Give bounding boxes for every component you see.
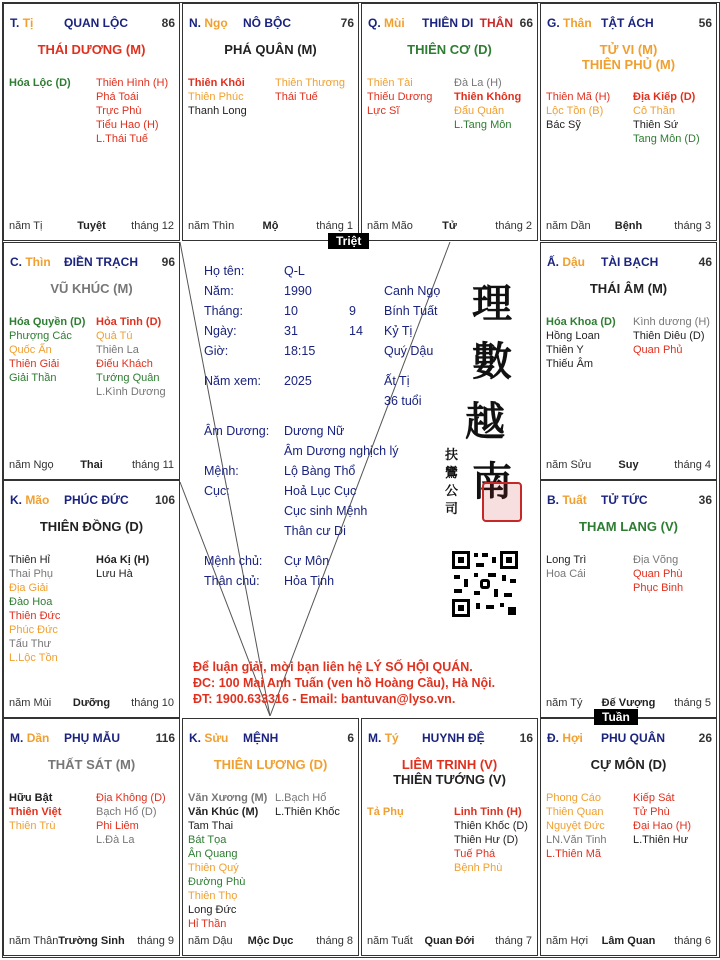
- than-position: Thân cư Di: [284, 524, 346, 538]
- minor-star: Bác Sỹ: [546, 119, 581, 131]
- palace-cell-suu[interactable]: [182, 718, 359, 956]
- palace-year: năm Ngọ: [9, 459, 54, 471]
- stars-left: [188, 76, 247, 118]
- palace-branch: Ngọ: [204, 16, 228, 30]
- major-star: CỰ MÔN (D): [590, 757, 667, 772]
- palace-footer: [367, 220, 532, 234]
- hour-label: Giờ:: [204, 344, 229, 358]
- minor-star: Thiên Khôi: [188, 77, 245, 89]
- day-canchi: Kỷ Tị: [384, 324, 413, 338]
- minor-star: Kiếp Sát: [633, 792, 675, 804]
- minor-star: L.Kình Dương: [96, 386, 166, 398]
- am-duong-note: Âm Dương nghịch lý: [284, 444, 399, 458]
- palace-month: tháng 3: [674, 220, 711, 232]
- stars-right: [633, 791, 691, 847]
- major-star: THẤT SÁT (M): [47, 757, 136, 772]
- name-label: Họ tên:: [204, 264, 245, 278]
- palace-name: HUYNH ĐỆ: [422, 731, 485, 745]
- major-star: THÁI DƯƠNG (M): [37, 42, 146, 57]
- minor-star: Thiên Y: [546, 344, 584, 356]
- minor-star: Phi Liêm: [96, 820, 139, 832]
- minor-star: Bát Tọa: [188, 834, 227, 846]
- minor-star: Giải Thần: [9, 372, 57, 384]
- minor-star: Thiên Tài: [367, 77, 413, 89]
- minor-star: Thiên Thương: [275, 77, 346, 89]
- minor-star: Thiên Sứ: [633, 119, 679, 131]
- palace-month: tháng 1: [316, 220, 353, 232]
- minor-star: Địa Kiếp (D): [633, 91, 696, 103]
- palace-name: TỬ TỨC: [601, 493, 648, 507]
- palace-footer: [546, 459, 711, 473]
- palace-footer: [9, 220, 174, 234]
- stars-left: [188, 791, 267, 931]
- minor-star: Văn Khúc (M): [188, 806, 259, 818]
- minor-star: Phá Toái: [96, 91, 139, 103]
- palace-header: [368, 16, 533, 32]
- stars-left: [546, 90, 610, 132]
- palace-branch: Hợi: [562, 731, 583, 745]
- triet-tag: Triệt: [328, 233, 369, 249]
- minor-star: L.Lộc Tồn: [9, 652, 58, 664]
- view-year-label: Năm xem:: [204, 374, 261, 388]
- minor-star: L.Thiên Mã: [546, 848, 602, 860]
- palace-age-number: 116: [155, 731, 175, 745]
- palace-stem: M.: [10, 731, 24, 745]
- palace-stem: G.: [547, 16, 560, 30]
- palace-age-number: 66: [519, 16, 533, 30]
- major-star: THIÊN ĐỒNG (D): [39, 519, 144, 534]
- minor-star: Cô Thần: [633, 105, 675, 117]
- minor-star: Bệnh Phù: [454, 862, 503, 874]
- minor-star: Thiên Không: [454, 91, 522, 103]
- contact-phone-email[interactable]: ĐT: 1900.633316 - Email: bantuvan@lyso.vn.: [193, 692, 456, 706]
- calligraphy-char-3: 越: [465, 398, 505, 445]
- palace-month: tháng 2: [495, 220, 532, 232]
- palace-name: QUAN LỘC: [64, 16, 128, 30]
- palace-footer: [188, 220, 353, 234]
- am-duong-value: Dương Nữ: [284, 424, 345, 438]
- stars-left: [367, 76, 432, 118]
- minor-star: Phong Cáo: [546, 792, 602, 804]
- calligraphy-char-2: 數: [472, 338, 512, 385]
- palace-age-number: 46: [698, 255, 712, 269]
- major-star: TỬ VI (M): [599, 42, 658, 57]
- palace-footer: [9, 935, 174, 949]
- palace-year: năm Tuất: [367, 935, 413, 947]
- palace-footer: [546, 220, 711, 234]
- major-star: THIÊN PHỦ (M): [581, 57, 676, 72]
- center-info-panel: [180, 242, 537, 716]
- hour-value: 18:15: [284, 344, 316, 358]
- minor-star: Địa Võng: [633, 554, 679, 566]
- stars-right: [633, 315, 710, 357]
- year-value: 1990: [284, 284, 312, 298]
- major-star: LIÊM TRINH (V): [401, 757, 498, 772]
- month-canchi: Bính Tuất: [384, 304, 438, 318]
- minor-star: Hỉ Thần: [188, 918, 227, 930]
- minor-star: Hỏa Tinh (D): [96, 316, 162, 328]
- palace-branch: Dậu: [562, 255, 586, 269]
- palace-age-number: 26: [698, 731, 712, 745]
- month-lunar: 9: [349, 304, 356, 318]
- minor-star: Quan Phù: [633, 568, 683, 580]
- palace-branch: Tị: [22, 16, 34, 30]
- minor-star: Tử Phù: [633, 806, 670, 818]
- day-label: Ngày:: [204, 324, 237, 338]
- major-star: VŨ KHÚC (M): [50, 281, 133, 296]
- palace-name: NÔ BỘC: [243, 16, 291, 30]
- palace-name: PHỤ MẪU: [64, 731, 120, 745]
- age-value: 36 tuổi: [384, 394, 422, 408]
- major-star: THIÊN CƠ (D): [407, 42, 492, 57]
- palace-header: [368, 731, 533, 747]
- stars-right: [96, 76, 168, 146]
- life-stage: Mộ: [262, 220, 279, 232]
- stars-left: [367, 805, 404, 819]
- palace-stem: Đ.: [547, 731, 559, 745]
- stars-left: [9, 791, 61, 833]
- palace-branch: Thân: [563, 16, 592, 30]
- life-stage: Trường Sinh: [58, 935, 125, 947]
- minor-star: Trực Phù: [96, 105, 142, 117]
- stars-right: [96, 791, 166, 847]
- palace-header: [547, 16, 712, 32]
- day-lunar: 14: [349, 324, 363, 338]
- palace-stem: Ấ.: [547, 255, 559, 269]
- palace-name: MỆNH: [243, 731, 279, 745]
- minor-star: L.Thiên Khốc: [275, 806, 340, 818]
- palace-age-number: 86: [161, 16, 175, 30]
- palace-cell-dan[interactable]: [3, 718, 180, 956]
- palace-age-number: 56: [698, 16, 712, 30]
- palace-cell-ti[interactable]: [3, 3, 180, 241]
- palace-month: tháng 11: [131, 459, 174, 471]
- stars-right: [275, 76, 345, 104]
- minor-star: Tiểu Hao (H): [96, 119, 159, 131]
- stars-right: [96, 315, 166, 399]
- life-stage: Bệnh: [614, 220, 643, 232]
- minor-star: L.Tang Môn: [454, 119, 512, 131]
- minor-star: L.Bạch Hổ: [275, 792, 327, 804]
- minor-star: Thiên Phúc: [188, 91, 244, 103]
- palace-year: năm Mùi: [9, 697, 52, 709]
- palace-footer: [9, 459, 174, 473]
- minor-star: Lưu Hà: [96, 568, 133, 580]
- palace-name: THIÊN DI: [422, 16, 474, 30]
- minor-star: Lộc Tồn (B): [546, 105, 604, 117]
- palace-year: năm Sửu: [546, 459, 592, 471]
- hour-canchi: Quý Dậu: [384, 344, 434, 358]
- palace-branch: Dần: [26, 731, 50, 745]
- palace-header: [10, 731, 175, 747]
- minor-star: Lực Sĩ: [367, 105, 400, 117]
- stars-right: [454, 76, 521, 132]
- palace-name: ĐIỀN TRẠCH: [64, 255, 138, 269]
- minor-star: Thiên Diêu (D): [633, 330, 705, 342]
- stars-left: [9, 76, 71, 90]
- palace-name: PHÚC ĐỨC: [64, 493, 129, 507]
- palace-month: tháng 5: [674, 697, 711, 709]
- palace-year: năm Tý: [546, 697, 583, 709]
- name-value: Q-L: [284, 264, 305, 278]
- palace-stem: K.: [10, 493, 22, 507]
- palace-year: năm Thân: [9, 935, 59, 947]
- palace-month: tháng 12: [131, 220, 174, 232]
- palace-stem: B.: [547, 493, 559, 507]
- minor-star: Thiên Quan: [546, 806, 604, 818]
- menh-chu-label: Mệnh chủ:: [204, 554, 263, 568]
- minor-star: L.Thái Tuế: [96, 133, 148, 145]
- life-stage: Dưỡng: [72, 697, 111, 709]
- minor-star: Địa Giải: [9, 582, 49, 594]
- calligraphy-char-1: 理: [472, 280, 512, 327]
- life-stage: Mộc Dục: [247, 935, 294, 947]
- palace-stem: K.: [189, 731, 201, 745]
- palace-month: tháng 7: [495, 935, 532, 947]
- stars-left: [546, 553, 586, 581]
- life-stage: Tuyệt: [77, 220, 106, 232]
- palace-name: TÀI BẠCH: [601, 255, 659, 269]
- seal-text: 扶 鸞 公 司: [445, 448, 459, 517]
- minor-star: Hoa Cái: [546, 568, 586, 580]
- minor-star: Hóa Khoa (D): [546, 316, 616, 328]
- stars-right: [275, 791, 340, 819]
- red-seal-icon: [482, 482, 522, 522]
- palace-cell-mao[interactable]: [3, 480, 180, 718]
- palace-branch: Tuất: [562, 493, 587, 507]
- minor-star: Nguyệt Đức: [546, 820, 605, 832]
- palace-header: [547, 731, 712, 747]
- calligraphy-char-4: 南: [472, 458, 512, 505]
- palace-footer: [546, 935, 711, 949]
- minor-star: Đẩu Quân: [454, 105, 505, 117]
- minor-star: Hữu Bật: [9, 792, 53, 804]
- palace-branch: Thìn: [25, 255, 51, 269]
- minor-star: Quả Tú: [96, 330, 133, 342]
- palace-footer: [9, 697, 174, 711]
- minor-star: Thiên Trù: [9, 820, 56, 832]
- cuc-value: Hoả Lục Cục: [284, 484, 357, 498]
- view-year-value: 2025: [284, 374, 312, 388]
- major-star: THAM LANG (V): [579, 519, 678, 534]
- year-canchi: Canh Ngọ: [384, 284, 441, 298]
- minor-star: Điếu Khách: [96, 358, 153, 370]
- minor-star: Thanh Long: [188, 105, 247, 117]
- minor-star: Long Đức: [188, 904, 237, 916]
- stars-right: [633, 553, 683, 595]
- minor-star: Tang Môn (D): [633, 133, 700, 145]
- palace-age-number: 36: [698, 493, 712, 507]
- contact-address: ĐC: 100 Mai Anh Tuấn (ven hồ Hoàng Cầu), Hà Nội.: [193, 676, 496, 690]
- palace-cell-dau[interactable]: [540, 242, 717, 480]
- minor-star: Thái Tuế: [275, 91, 318, 103]
- life-stage: Lâm Quan: [601, 935, 656, 947]
- minor-star: Bạch Hổ (D): [96, 806, 157, 818]
- palace-year: năm Tị: [9, 220, 43, 232]
- palace-name: TẬT ÁCH: [601, 16, 654, 30]
- palace-cell-hoi[interactable]: [540, 718, 717, 956]
- minor-star: Tam Thai: [188, 820, 234, 832]
- minor-star: Thiên Đức: [9, 610, 61, 622]
- minor-star: Tuế Phá: [454, 848, 496, 860]
- major-star: THÁI ÂM (M): [589, 281, 668, 296]
- palace-header: [547, 255, 712, 271]
- year-label: Năm:: [204, 284, 234, 298]
- minor-star: Thiên Hư (D): [454, 834, 519, 846]
- major-star: THIÊN LƯƠNG (D): [213, 757, 328, 772]
- minor-star: Đà La (H): [454, 77, 502, 89]
- minor-star: Tấu Thư: [9, 638, 52, 650]
- palace-cell-ngo[interactable]: [182, 3, 359, 241]
- month-label: Tháng:: [204, 304, 243, 318]
- minor-star: Hóa Quyền (D): [9, 316, 86, 328]
- view-year-canchi: Ất Tị: [384, 374, 410, 388]
- minor-star: Ân Quang: [188, 848, 238, 860]
- palace-year: năm Mão: [367, 220, 413, 232]
- life-stage: Suy: [618, 459, 639, 471]
- minor-star: Linh Tinh (H): [454, 806, 522, 818]
- minor-star: L.Thiên Hư: [633, 834, 689, 846]
- palace-age-number: 76: [340, 16, 354, 30]
- day-value: 31: [284, 324, 298, 338]
- palace-year: năm Dần: [546, 220, 591, 232]
- minor-star: Thiên Mã (H): [546, 91, 611, 103]
- qr-code-icon[interactable]: [450, 549, 520, 619]
- minor-star: Phục Binh: [633, 582, 684, 594]
- month-value: 10: [284, 304, 298, 318]
- minor-star: Phượng Các: [9, 330, 72, 342]
- palace-cell-ty[interactable]: [361, 718, 538, 956]
- minor-star: Đại Hao (H): [633, 820, 692, 832]
- palace-header: [189, 16, 354, 32]
- palace-cell-thin[interactable]: [3, 242, 180, 480]
- palace-year: năm Hợi: [546, 935, 589, 947]
- palace-age-number: 6: [347, 731, 354, 745]
- palace-cell-than[interactable]: [540, 3, 717, 241]
- minor-star: Thiếu Âm: [546, 358, 594, 370]
- than-marker: THÂN: [479, 16, 513, 30]
- major-star: PHÁ QUÂN (M): [224, 42, 317, 57]
- minor-star: Quan Phủ: [633, 344, 683, 356]
- minor-star: Thiếu Dương: [367, 91, 433, 103]
- palace-age-number: 106: [154, 493, 175, 507]
- palace-branch: Mùi: [384, 16, 405, 30]
- palace-branch: Sửu: [204, 731, 229, 745]
- stars-right: [96, 553, 149, 581]
- minor-star: Thiên Quý: [188, 862, 239, 874]
- minor-star: Hóa Lộc (D): [9, 77, 71, 89]
- palace-stem: M.: [368, 731, 382, 745]
- menh-label: Mệnh:: [204, 464, 239, 478]
- palace-stem: Q.: [368, 16, 381, 30]
- minor-star: Tướng Quân: [96, 372, 160, 384]
- contact-line-1: Để luận giải, mời bạn liên hệ LÝ SỐ HỘI QUÁN.: [193, 660, 473, 674]
- palace-header: [10, 16, 175, 32]
- than-chu-value: Hỏa Tinh: [284, 574, 335, 588]
- minor-star: L.Đà La: [96, 834, 135, 846]
- palace-age-number: 96: [161, 255, 175, 269]
- am-duong-label: Âm Dương:: [204, 424, 270, 438]
- minor-star: Thiên Thọ: [188, 890, 238, 902]
- menh-chu-value: Cự Môn: [284, 554, 330, 568]
- minor-star: Kình dương (H): [633, 316, 710, 328]
- life-stage: Quan Đới: [424, 935, 475, 947]
- palace-header: [547, 493, 712, 509]
- palace-age-number: 16: [519, 731, 533, 745]
- palace-cell-tuat[interactable]: [540, 480, 717, 718]
- palace-header: [189, 731, 354, 747]
- palace-month: tháng 8: [316, 935, 353, 947]
- menh-value: Lộ Bàng Thổ: [284, 464, 356, 478]
- minor-star: Hóa Kị (H): [96, 554, 150, 566]
- minor-star: Tả Phụ: [367, 806, 404, 818]
- minor-star: Phúc Đức: [9, 624, 58, 636]
- palace-stem: N.: [189, 16, 201, 30]
- minor-star: Thiên Khốc (D): [454, 820, 528, 832]
- palace-footer: [367, 935, 532, 949]
- minor-star: Thiên Giải: [9, 358, 60, 370]
- stars-left: [9, 553, 60, 665]
- minor-star: Đường Phù: [188, 876, 246, 888]
- minor-star: LN.Văn Tinh: [546, 834, 607, 846]
- palace-month: tháng 4: [674, 459, 711, 471]
- life-stage: Đế Vượng: [601, 697, 656, 709]
- minor-star: Quốc Ấn: [9, 344, 52, 356]
- palace-header: [10, 493, 175, 509]
- minor-star: Thai Phụ: [9, 568, 54, 580]
- minor-star: Đào Hoa: [9, 596, 53, 608]
- minor-star: Thiên Việt: [9, 806, 62, 818]
- minor-star: Long Trì: [546, 554, 587, 566]
- cuc-label: Cục:: [204, 484, 230, 498]
- than-chu-label: Thân chủ:: [204, 574, 260, 588]
- palace-year: năm Dậu: [188, 935, 233, 947]
- palace-month: tháng 10: [131, 697, 174, 709]
- palace-year: năm Thìn: [188, 220, 235, 232]
- palace-cell-mui[interactable]: [361, 3, 538, 241]
- palace-stem: C.: [10, 255, 22, 269]
- minor-star: Thiên Hỉ: [9, 554, 50, 566]
- minor-star: Hồng Loan: [546, 330, 600, 342]
- life-stage: Thai: [80, 459, 103, 471]
- minor-star: Thiên La: [96, 344, 139, 356]
- palace-stem: T.: [10, 16, 20, 30]
- stars-left: [546, 791, 607, 861]
- cuc-note: Cục sinh Mệnh: [284, 504, 368, 518]
- palace-month: tháng 9: [137, 935, 174, 947]
- tuan-tag: Tuần: [594, 709, 638, 725]
- minor-star: Văn Xương (M): [188, 792, 268, 804]
- minor-star: Thiên Hình (H): [96, 77, 169, 89]
- minor-star: Địa Không (D): [96, 792, 166, 804]
- life-stage: Tử: [442, 220, 457, 232]
- palace-name: PHU QUÂN: [601, 731, 666, 745]
- stars-right: [633, 90, 700, 146]
- palace-footer: [188, 935, 353, 949]
- major-star: THIÊN TƯỚNG (V): [393, 772, 506, 787]
- palace-branch: Mão: [25, 493, 50, 507]
- palace-branch: Tý: [384, 731, 399, 745]
- palace-month: tháng 6: [674, 935, 711, 947]
- palace-header: [10, 255, 175, 271]
- stars-left: [9, 315, 85, 385]
- stars-right: [454, 805, 528, 875]
- stars-left: [546, 315, 616, 371]
